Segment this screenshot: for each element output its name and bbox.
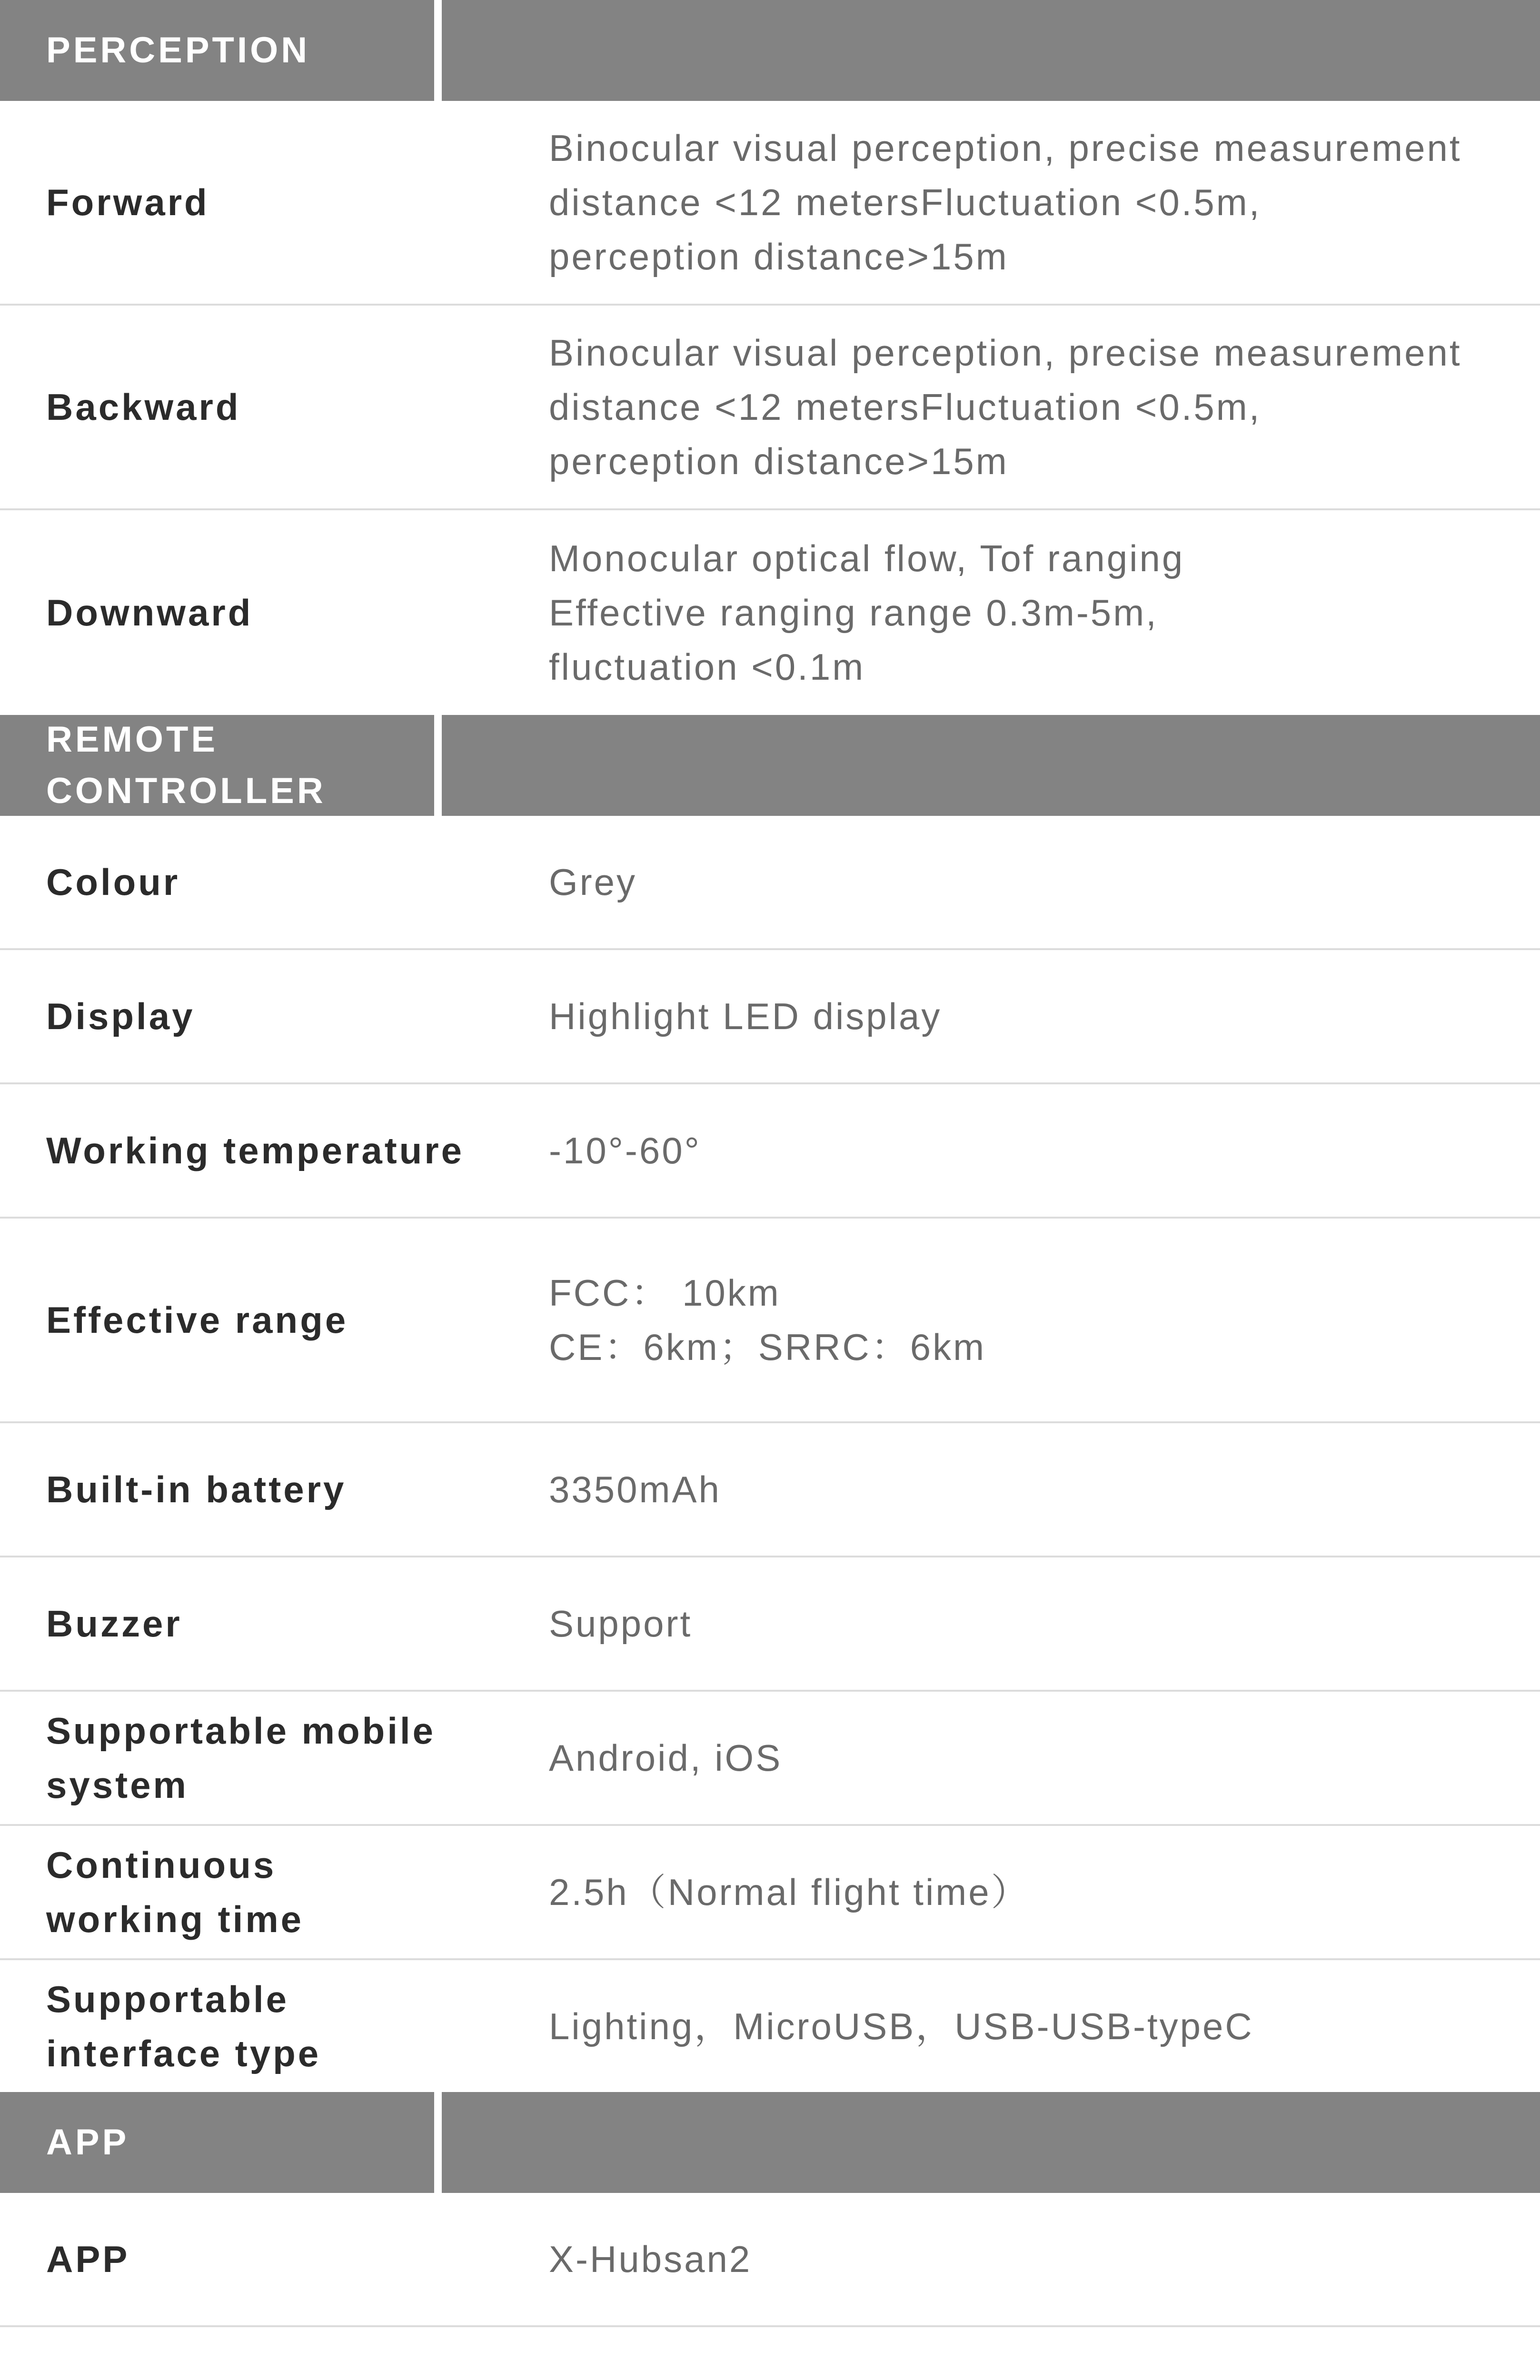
spec-label: Built-in battery xyxy=(46,1468,347,1510)
spec-row-built-in-battery xyxy=(0,1423,1540,1557)
spec-row-supportable-interface-type xyxy=(0,1960,1540,2092)
spec-row-supportable-mobile-system xyxy=(0,1692,1540,1826)
spec-row-display xyxy=(0,950,1540,1084)
spec-row-colour xyxy=(0,816,1540,950)
spec-value: 2.5h（Normal flight time） xyxy=(549,1871,1030,1913)
spec-row-working-temperature xyxy=(0,1084,1540,1219)
spec-row-continuous-working-time xyxy=(0,1826,1540,1960)
spec-label: Buzzer xyxy=(46,1603,182,1645)
spec-value: FCC： 10km CE：6km；SRRC：6km xyxy=(549,1272,986,1368)
spec-row-downward xyxy=(0,510,1540,715)
section-title: PERCEPTION xyxy=(46,30,310,70)
header-divider xyxy=(434,715,442,816)
spec-value: Monocular optical flow, Tof ranging Effective ranging range 0.3m-5m, fluctuation <0.1m xyxy=(549,537,1185,688)
header-divider xyxy=(434,2092,442,2193)
section-header-remote-controller xyxy=(0,715,1540,816)
spec-value: Lighting，MicroUSB，USB-USB-typeC xyxy=(549,2005,1254,2047)
spec-label: APP xyxy=(46,2238,130,2280)
spec-label: Working temperature xyxy=(46,1130,465,1171)
spec-value: Binocular visual perception, precise measurement distance <12 metersFluctuation <0.5m, perception distance>15m xyxy=(549,332,1462,482)
header-divider xyxy=(434,0,442,101)
section-header-perception xyxy=(0,0,1540,101)
spec-label: Effective range xyxy=(46,1299,348,1341)
spec-label: Display xyxy=(46,995,195,1037)
spec-label xyxy=(46,2327,484,2380)
spec-row-backward xyxy=(0,306,1540,510)
section-title: APP xyxy=(46,2122,129,2162)
spec-value: Binocular visual perception, precise measurement distance <12 metersFluctuation <0.5m, perception distance>15m xyxy=(549,127,1462,278)
spec-value: Grey xyxy=(549,861,637,903)
section-title: REMOTE CONTROLLER xyxy=(46,719,326,811)
spec-value: Highlight LED display xyxy=(549,995,942,1037)
spec-value: 3350mAh xyxy=(549,1468,721,1510)
section-header-app xyxy=(0,2092,1540,2193)
spec-label: Downward xyxy=(46,592,253,634)
spec-value: -10°-60° xyxy=(549,1130,701,1171)
spec-row-mobile-device-requirements xyxy=(0,2327,1540,2380)
spec-label: Colour xyxy=(46,861,180,903)
spec-label: Supportable mobile system xyxy=(46,1710,436,1806)
spec-value xyxy=(549,2327,1502,2380)
spec-row-effective-range xyxy=(0,1219,1540,1423)
spec-label: Forward xyxy=(46,181,209,223)
spec-label: Continuous working time xyxy=(46,1844,304,1940)
spec-value: Android, iOS xyxy=(549,1737,783,1779)
spec-label: Backward xyxy=(46,386,241,428)
spec-row-app xyxy=(0,2193,1540,2327)
spec-value: X-Hubsan2 xyxy=(549,2238,752,2280)
spec-label: Supportable interface type xyxy=(46,1978,321,2074)
spec-value: Support xyxy=(549,1603,693,1645)
spec-row-forward xyxy=(0,101,1540,306)
spec-row-buzzer xyxy=(0,1557,1540,1692)
